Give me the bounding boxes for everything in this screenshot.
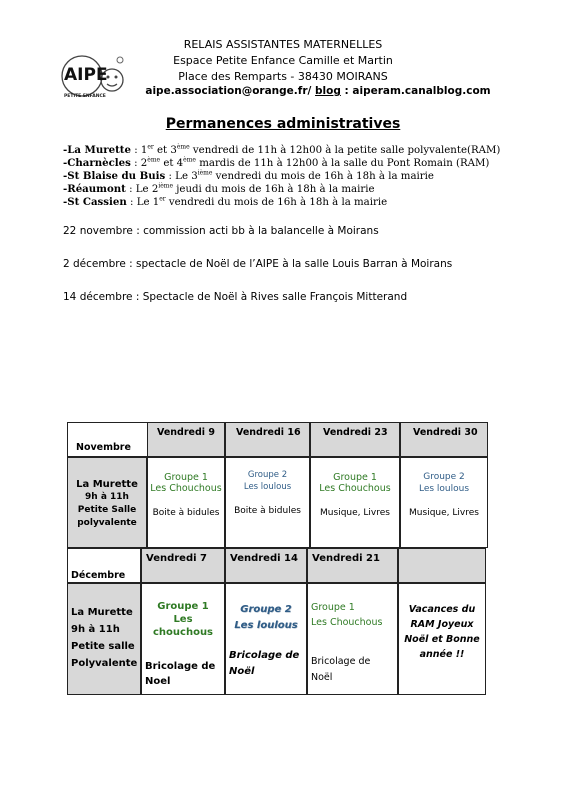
month-label: Novembre [76, 442, 131, 453]
group-label: Groupe 1 [164, 472, 208, 483]
group-name: Les [173, 614, 193, 625]
day-label: Vendredi 30 [413, 427, 478, 438]
place-line: La Murette [76, 479, 138, 490]
place-cell [67, 583, 141, 695]
place-line: 9h à 11h [71, 624, 120, 635]
day-header [398, 548, 486, 583]
place-cell [67, 457, 147, 548]
permanence-text: : 1er et 3ème vendredi de 11h à 12h00 à la petite salle polyvalente(RAM) [130, 143, 501, 156]
activity-label: Musique, Livres [409, 508, 479, 518]
permanence-text: : Le 3ième vendredi du mois de 16h à 18h à la mairie [165, 169, 434, 182]
aipe-logo [60, 50, 130, 105]
place-line: La Murette [71, 607, 133, 618]
activity-label: Musique, Livres [320, 508, 390, 518]
email-link[interactable]: aipe.association@orange.fr/ [145, 85, 312, 97]
day-header [225, 422, 310, 457]
permanence-place: -St Cassien [63, 196, 127, 208]
vacation-line: année !! [419, 649, 465, 660]
note-item: 22 novembre : commission acti bb à la balancelle à Moirans [63, 225, 379, 237]
header-line-3: Place des Remparts - 38430 MOIRANS [178, 70, 388, 83]
schedule-cell [225, 583, 307, 695]
permanence-place: -Réaumont [63, 183, 126, 195]
month-header-december [67, 548, 141, 583]
schedule-cell [141, 583, 225, 695]
note-item: 14 décembre : Spectacle de Noël à Rives salle François Mitterand [63, 291, 408, 303]
day-label: Vendredi 16 [236, 427, 301, 438]
logo-tagline: PETITE ENFANCE [64, 94, 106, 99]
schedule-cell [147, 457, 225, 548]
day-header [400, 422, 488, 457]
month-header-november [67, 422, 147, 457]
header-line-1: RELAIS ASSISTANTES MATERNELLES [183, 38, 383, 51]
place-line: Polyvalente [71, 658, 138, 669]
activity-label: Noel [145, 676, 171, 687]
permanence-place: -La Murette [63, 144, 131, 156]
permanence-place: -Charnècles [63, 157, 131, 169]
month-label: Décembre [71, 570, 126, 581]
place-line: 9h à 11h [85, 492, 129, 502]
permanence-text: : Le 1er vendredi du mois de 16h à 18h à la mairie [126, 195, 388, 208]
permanence-item [63, 157, 489, 170]
header-line-2: Espace Petite Enfance Camille et Martin [173, 54, 393, 67]
activity-label: Bricolage de [145, 661, 216, 672]
activity-label: Noël [229, 666, 255, 677]
vacation-line: RAM Joyeux [410, 619, 474, 630]
schedule-cell [307, 583, 398, 695]
day-header [141, 548, 225, 583]
group-label: Groupe 1 [157, 601, 209, 612]
activity-label: Boite à bidules [234, 506, 301, 516]
permanence-text: : Le 2ième jeudi du mois de 16h à 18h à la mairie [125, 182, 375, 195]
day-header [307, 548, 398, 583]
group-label: Groupe 1 [333, 472, 377, 483]
group-label: Groupe 2 [240, 604, 292, 615]
place-line: Petite salle [71, 641, 135, 652]
group-name: Les loulous [234, 620, 298, 631]
blog-label: blog [315, 85, 341, 97]
day-label: Vendredi 23 [323, 427, 388, 438]
schedule-cell [225, 457, 310, 548]
permanence-item [63, 144, 500, 157]
group-name: Les loulous [243, 482, 292, 492]
day-header [310, 422, 400, 457]
activity-label: Boite à bidules [152, 508, 220, 518]
vacation-line: Vacances du [408, 604, 476, 615]
permanence-item [63, 183, 375, 196]
activity-label: Bricolage de [311, 656, 371, 667]
logo-name: AIPE [64, 65, 108, 85]
day-label: Vendredi 14 [230, 553, 298, 564]
permanence-place: -St Blaise du Buis [63, 170, 166, 182]
group-name: Les Chouchous [319, 483, 391, 494]
schedule-cell [400, 457, 488, 548]
schedule-cell [310, 457, 400, 548]
permanence-text: : 2ème et 4ème mardis de 11h à 12h00 à la salle du Pont Romain (RAM) [130, 156, 490, 169]
day-label: Vendredi 9 [157, 427, 215, 438]
vacation-cell [398, 583, 486, 695]
permanence-item [63, 196, 387, 209]
day-label: Vendredi 21 [312, 553, 380, 564]
group-label: Groupe 1 [311, 602, 355, 613]
group-name: Les Chouchous [311, 617, 383, 628]
blog-url-link[interactable]: aiperam.canalblog.com [352, 85, 491, 97]
vacation-line: Noël et Bonne [404, 634, 480, 645]
group-label: Groupe 2 [423, 472, 465, 482]
group-name: Les Chouchous [150, 483, 222, 494]
page-title: Permanences administratives [165, 116, 401, 132]
blog-separator: : [340, 85, 353, 97]
permanence-item [63, 170, 434, 183]
place-line: Petite Salle [77, 505, 137, 515]
day-header [147, 422, 225, 457]
note-item: 2 décembre : spectacle de Noël de l’AIPE à la salle Louis Barran à Moirans [63, 258, 453, 270]
activity-label: Noël [311, 672, 333, 683]
group-name: chouchous [152, 627, 214, 638]
group-name: Les loulous [418, 484, 470, 494]
activity-label: Bricolage de [229, 650, 300, 661]
place-line: polyvalente [77, 518, 137, 528]
group-label: Groupe 2 [247, 470, 288, 480]
day-header [225, 548, 307, 583]
day-label: Vendredi 7 [146, 553, 207, 564]
contact-line [70, 83, 566, 99]
